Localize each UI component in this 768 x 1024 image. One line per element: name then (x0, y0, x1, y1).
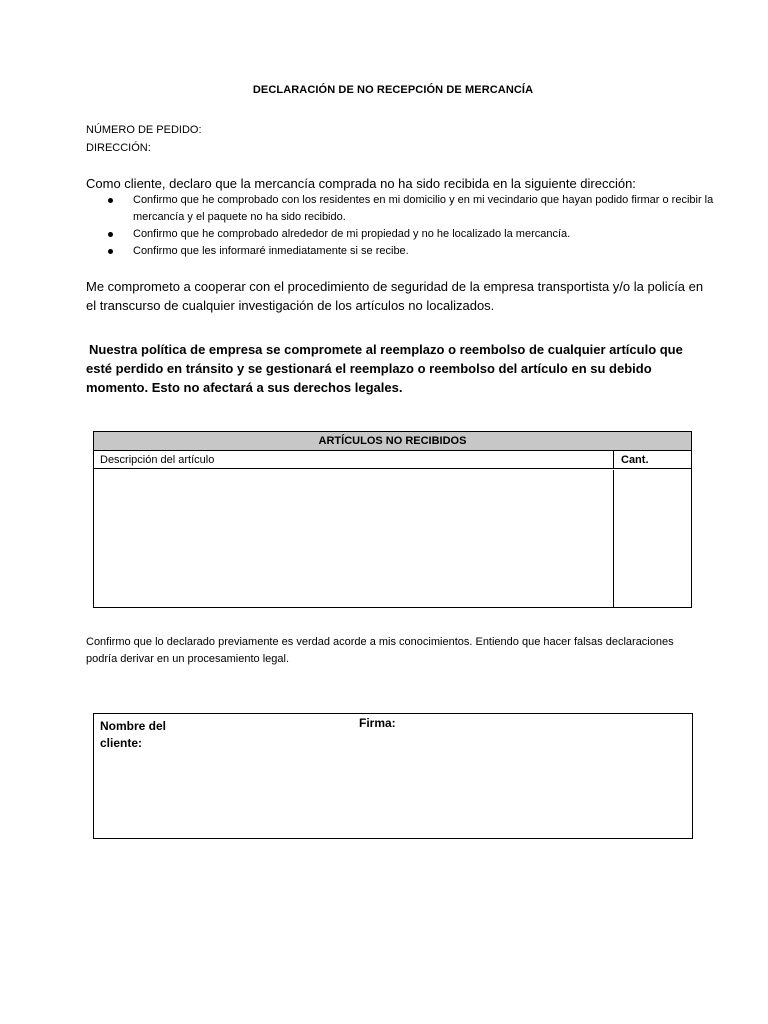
bullet-item: Confirmo que he comprobado alrededor de mi propiedad y no he localizado la mercancía. (133, 226, 753, 243)
confirmation-text: Confirmo que lo declarado previamente es verdad acorde a mis conocimientos. Entiendo que hacer falsas declaraciones podría derivar en un procesamiento legal. (86, 636, 674, 665)
bullet-item: Confirmo que les informaré inmediatamente si se recibe. (133, 243, 753, 260)
customer-name-label: Nombre del cliente: (100, 719, 167, 750)
bullet-item: Confirmo que he comprobado con los residentes en mi domicilio y en mi vecindario que hayan podido firmar o recibir la mercancía y el paquete no ha sido recibido. (133, 192, 753, 226)
commitment-paragraph: Me comprometo a cooperar con el procedimiento de seguridad de la empresa transportista y/o la policía en el transcurso de cualquier investigación de los artículos no localizados. (86, 279, 704, 313)
intro-text: Como cliente, declaro que la mercancía comprada no ha sido recibida en la siguiente dirección: (86, 176, 636, 191)
signature-label: Firma: (359, 716, 396, 730)
quantity-column-header: Cant. (614, 451, 691, 469)
document-title: DECLARACIÓN DE NO RECEPCIÓN DE MERCANCÍA (252, 84, 534, 96)
signature-box[interactable] (93, 713, 693, 839)
description-column-header: Descripción del artículo (94, 451, 614, 469)
description-cell[interactable] (94, 470, 614, 607)
items-not-received-table (93, 431, 692, 608)
quantity-cell[interactable] (614, 470, 691, 607)
policy-paragraph: Nuestra política de empresa se compromete al reemplazo o reembolso de cualquier artículo que esté perdido en tránsito y se gestionará el reemplazo o reembolso del artículo en su debido momento. Esto no afectará a sus derechos legales. (86, 342, 683, 395)
address-label: DIRECCIÓN: (86, 142, 151, 154)
table-header: ARTÍCULOS NO RECIBIDOS (94, 432, 691, 451)
confirmation-bullet-list (86, 192, 753, 260)
order-number-label: NÚMERO DE PEDIDO: (86, 124, 202, 136)
